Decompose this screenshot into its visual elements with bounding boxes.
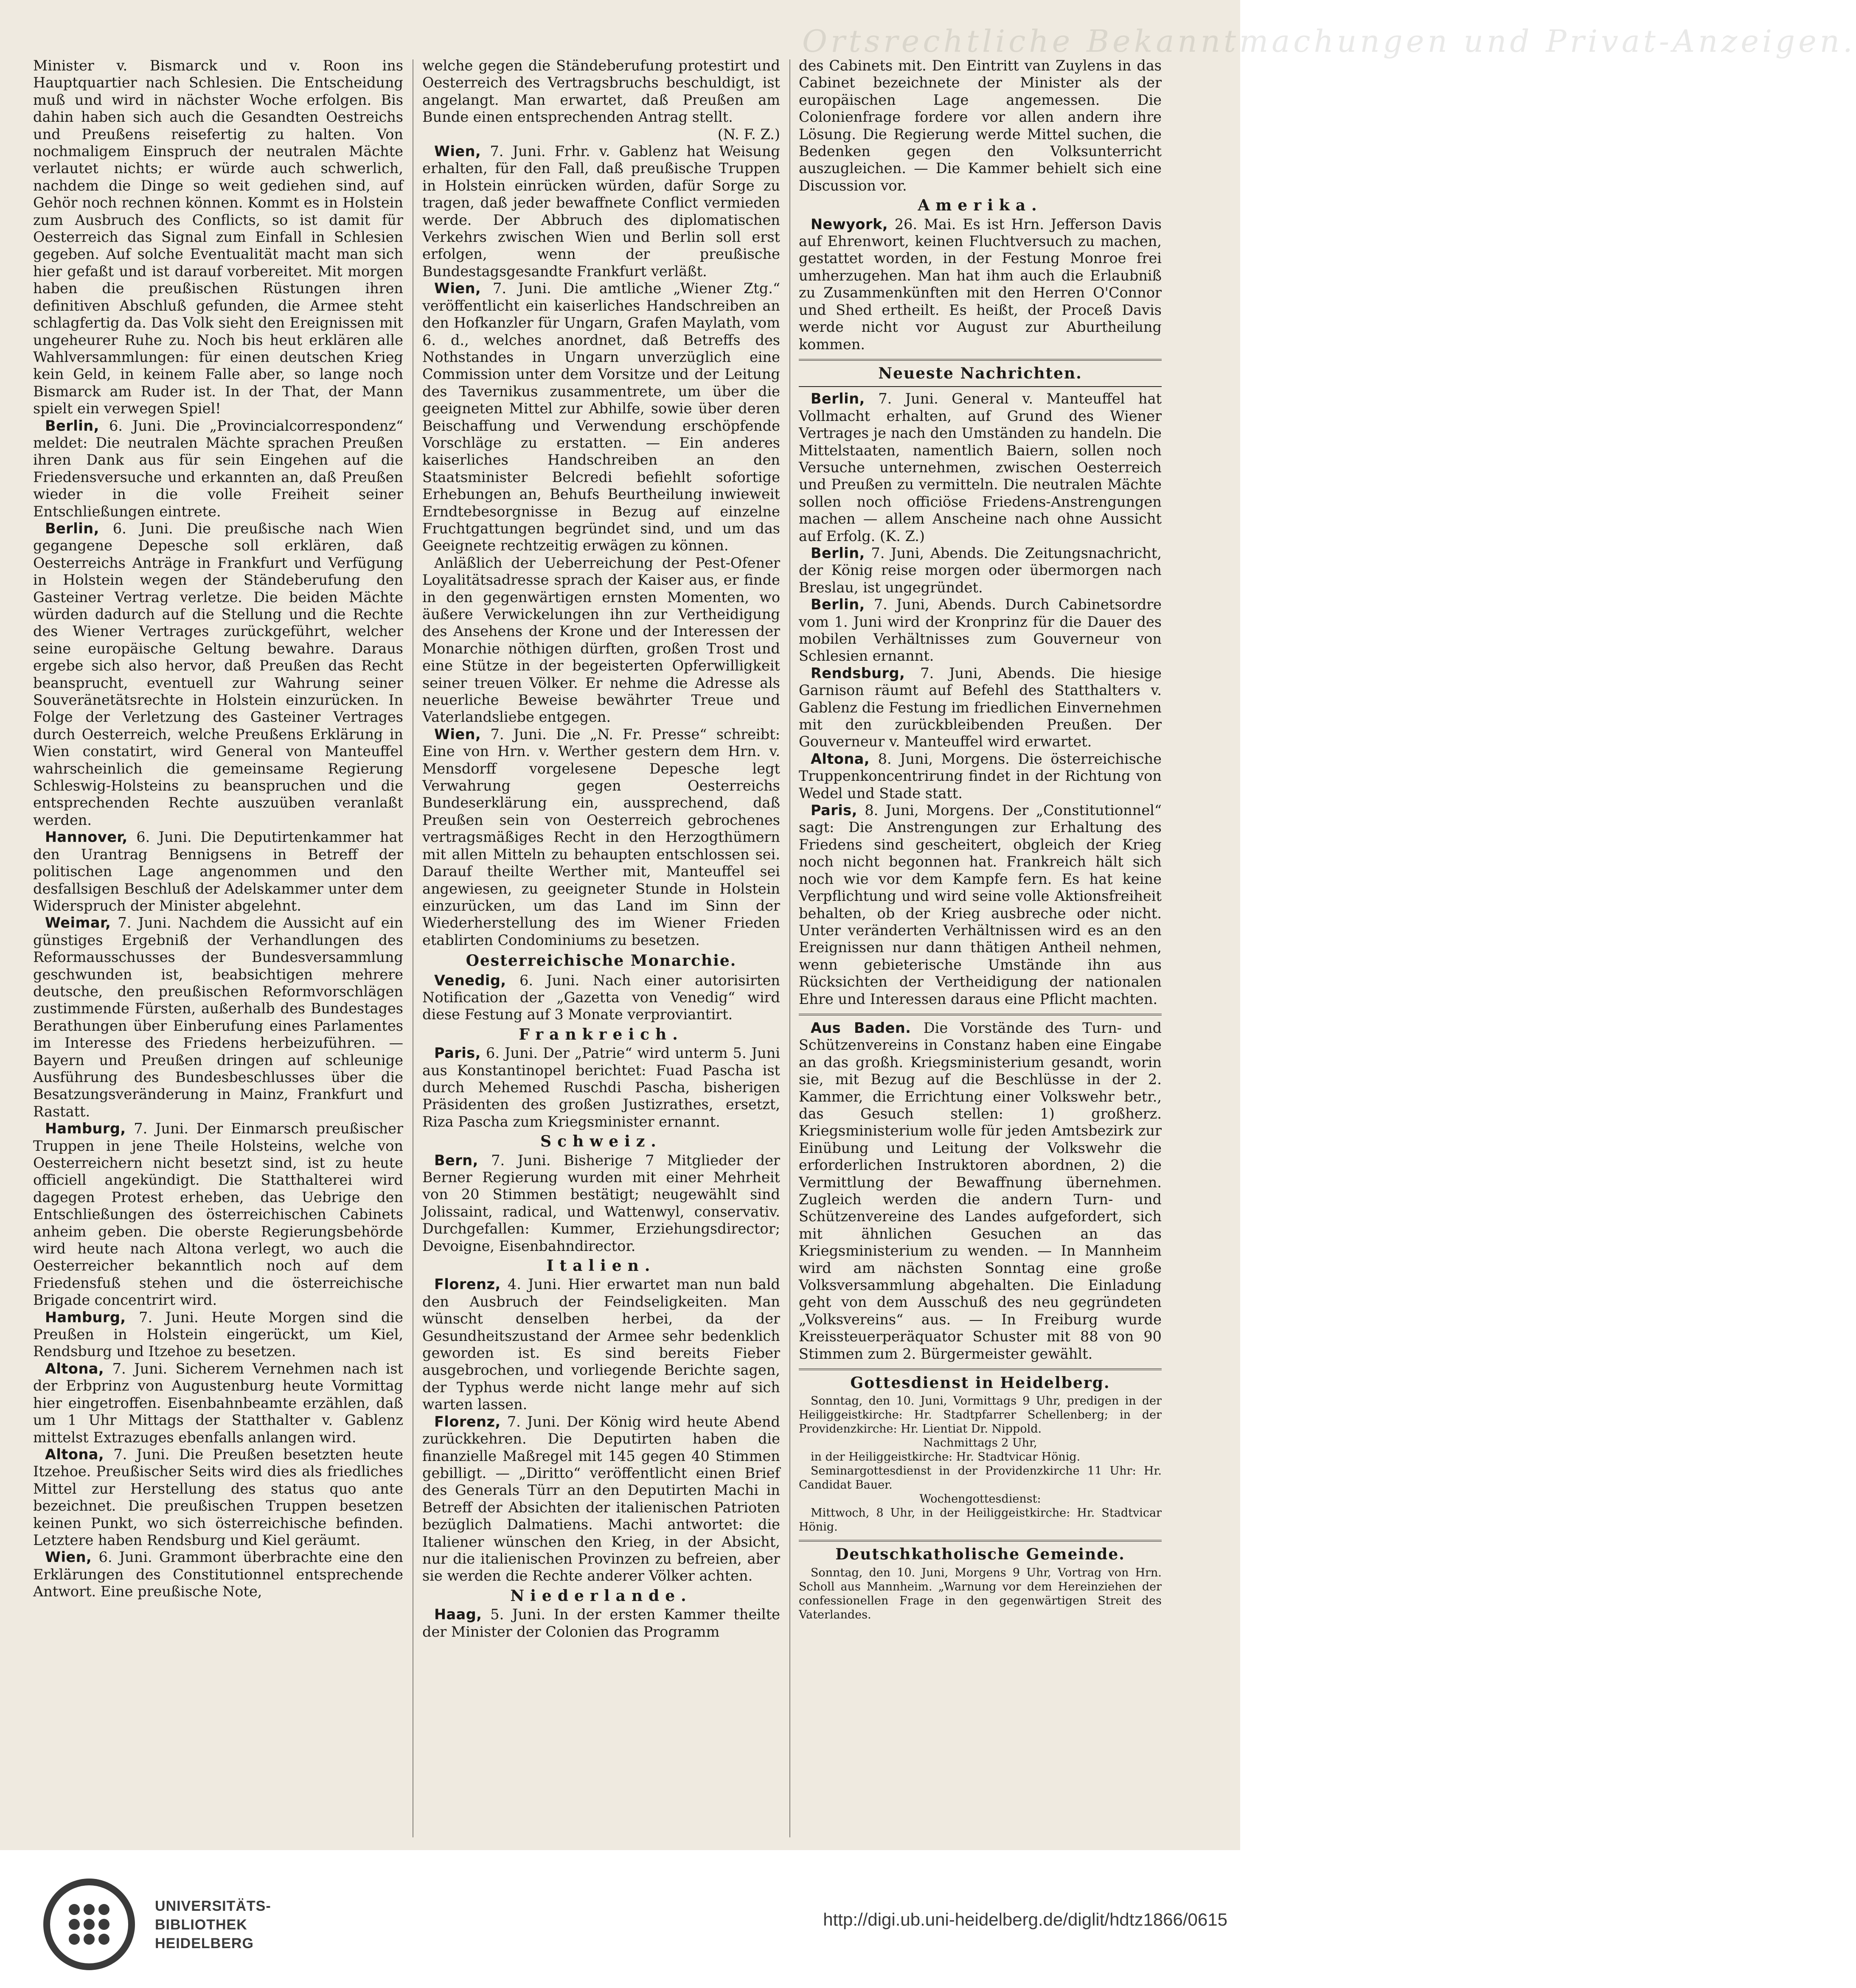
dk-notice [799,1566,1162,1622]
dispatch-altona-1 [33,1360,403,1446]
dispatch-text: 7. Juni, Abends. Die Zeitungsnachricht, der König reise morgen oder übermorgen nach Breslau, ist ungegründet. [799,544,1162,596]
article-paragraph: des Cabinets mit. Den Eintritt van Zuylens in das Cabinet bezeichnete der Minister als der europäischen Lage angemessen. Die Colonienfrage fordere vor allen andern ihre Lösung. Die Regierung werde Mittel suchen, die Bedenken gegen den Volksunterricht auszugleichen. — Die Kammer behielt sich eine Discussion vor. [799,57,1162,194]
service-text: Mittwoch, 8 Uhr, in der Heiliggeistkirche: Hr. Stadtvicar Hönig. [799,1506,1162,1534]
dispatch-berlin-1 [33,418,403,520]
article-paragraph: Minister v. Bismarck und v. Roon ins Hauptquartier nach Schlesien. Die Entscheidung muß und wird in nächster Woche erfolgen. Bis dahin haben sich auch die Gesandten Oestreichs und Preußens reisefertig zu halten. Von nochmaligem Einspruch der neutralen Mächte verlautet nichts; er würde auch schwerlich, nachdem die Dinge so weit gediehen sind, auf Gehör noch rechnen können. Kommt es in Holstein zum Ausbruch des Conflicts, so ist damit für Oesterreich das Signal zum Einfall in Schlesien gegeben. Auf solche Eventualität macht man sich hier gefaßt und ist darauf vorbereitet. Mit morgen haben die preußischen Rüstungen ihren definitiven Abschluß gefunden, die Armee steht schlagfertig da. Das Volk sieht den Ereignissen mit ungeheurer Ruhe zu. Noch bis heut erklären alle Wahlversammlungen: für einen deutschen Krieg kein Geld, in keinem Falle aber, so lange noch Bismarck am Ruder ist. In der That, der Mann spielt ein verwegen Spiel! [33,57,403,417]
dateline: Aus Baden. [811,1019,911,1036]
church-service-notice [799,1394,1162,1534]
dateline: Hannover, [45,829,128,846]
dispatch-venedig [422,972,780,1023]
dispatch-text: 7. Juni. Frhr. v. Gablenz hat Weisung erhalten, für den Fall, daß preußische Truppen in Holstein einrücken würden, dafür Sorge zu tragen, daß jeder bewaffnete Conflict vermieden werde. Der Abbruch des diplomatischen Verkehrs zwischen Wien und Berlin soll erst erfolgen, wenn der preußische Bundestagsgesandte Frankfurt verläßt. [422,143,780,280]
dispatch-text: 7. Juni. General v. Manteuffel hat Vollmacht erhalten, auf Grund des Wiener Vertrages je nach den Umständen zu handeln. Die Mittelstaaten, namentlich Baiern, sollen noch Versuche unternehmen, zwischen Oesterreich und Preußen zu vermitteln. Die neutralen Mächte sollen noch officiöse Friedens-Anstrengungen machen — allem Anscheine nach ohne Aussicht auf Erfolg. [799,390,1162,544]
dateline: Altona, [45,1360,104,1377]
dateline: Bern, [434,1152,478,1169]
dispatch-text: 7. Juni. Die amtliche „Wiener Ztg.“ veröffentlicht ein kaiserliches Handschreiben an den Hofkanzler für Ungarn, Grafen Maylath, vom 6. d., welches anordnet, daß Betreffs des Nothstandes in Ungarn unverzüglich eine Commission unter dem Vorsitze und der Leitung des Tavernikus zusammentrete, um über die geeigneten Mittel zur Abhilfe, sowie über deren Beischaffung und Verwendung erschöpfende Vorschläge zu erstatten. — Ein anderes kaiserliches Handschreiben an den Staatsminister Belcredi befiehlt sofortige Erhebungen an, Behufs Beurtheilung inwieweit Erndtebesorgnisse in Bezug auf einzelne Fruchtgattungen begründet sind, und um das Geeignete rechtzeitig erwägen zu können. [422,280,780,554]
heading-gottesdienst: Gottesdienst in Heidelberg. [850,1374,1110,1392]
section-heading-neueste-nachrichten: Neueste Nachrichten. [878,364,1082,382]
library-name [155,1897,271,1953]
bleed-through-heading: Ortsrechtliche Bekanntmachungen und Privat-Anzeigen. [802,23,1856,59]
dispatch-text: 7. Juni. Die „N. Fr. Presse“ schreibt: Eine von Hrn. v. Werther gestern dem Hrn. v. Mensdorff vorgelesene Depesche legt Verwahrung gegen Oesterreichs Bundeserklärung ein, aussprechend, daß Preußen sein von Oesterreich gebrochenes vertragsmäßiges Recht in den Herzogthümern mit allen Mitteln zu behaupten entschlossen sei. Darauf theilte Werther mit, Manteuffel sei angewiesen, zu geeigneter Stunde in Holstein einzurücken, um das Land im Sinn der Wiederherstellung des im Wiener Frieden etablirten Condominiums zu besetzen. [422,726,780,948]
dispatch-text: 6. Juni. Die preußische nach Wien gegangene Depesche soll erklären, daß Oesterreichs Anträge in Frankfurt und Verfügung in Holstein wegen der Ständeberufung den Gasteiner Vertrag verletze. Die beiden Mächte würden dadurch auf die Stellung und die Rechte des Wiener Vertrages zurückgeführt, welcher seine europäische Geltung bewahre. Daraus ergebe sich also hervor, daß Preußen das Recht beansprucht, eventuell zur Wahrung seiner Souveränetätsrechte in Holstein einzurücken. In Folge der Verletzung des Gasteiner Vertrages durch Oesterreich, welche Preußens Erklärung in Wien constatirt, wird General von Manteuffel wahrscheinlich die gemeinsame Regierung Schleswig-Holsteins zu beanspruchen und die entsprechenden Rechte auszuüben veranlaßt werden. [33,520,403,828]
section-heading-oesterreich: Oesterreichische Monarchie. [466,952,737,970]
dispatch-berlin-3 [799,596,1162,665]
dispatch-text: 6. Juni. Die Deputirtenkammer hat den Urantrag Bennigsens in Betreff der politischen Lage angenommen und den desfallsigen Beschluß der Adelskammer unter dem Widerspruch der Minister abgelehnt. [33,829,403,914]
dateline: Hamburg, [45,1120,126,1137]
dateline: Weimar, [45,914,111,931]
dateline: Berlin, [45,417,99,434]
section-divider [799,1540,1162,1542]
article-paragraph: Anläßlich der Ueberreichung der Pest-Ofener Loyalitätsadresse sprach der Kaiser aus, er finde in den gegenwärtigen ernsten Momenten, wo äußere Verwickelungen ihn zur Vertheidigung des Ansehens der Krone und der Interessen der Monarchie nöthigen dürften, großen Trost und eine Stütze in der begeisterten Opferwilligkeit seiner treuen Völker. Er nehme die Adresse als neuerliche Beweise bewährter Treue und Vaterlandsliebe entgegen. [422,554,780,726]
dateline: Berlin, [811,596,865,613]
source-signature: (N. F. Z.) [717,126,780,143]
dateline: Wien, [434,143,481,160]
service-text: Wochengottesdienst: [919,1492,1041,1506]
dateline: Berlin, [45,520,99,537]
dispatch-paris [422,1045,780,1130]
dispatch-altona [799,751,1162,802]
dateline: Florenz, [434,1413,501,1430]
dispatch-weimar [33,914,403,1120]
service-text: Sonntag, den 10. Juni, Vormittags 9 Uhr, predigen in der Heiliggeistkirche: Hr. Stadtpfarrer Schellenberg; in der Providenzkirche: Hr. Lientiat Dr. Nippold. [799,1394,1162,1436]
dateline: Newyork, [811,216,888,233]
section-heading-schweiz: Schweiz. [540,1133,662,1151]
library-name-line: BIBLIOTHEK [155,1917,247,1933]
dispatch-text: 4. Juni. Hier erwartet man nun bald den Ausbruch der Feindseligkeiten. Man wünscht denselben herbei, da der Gesundheitszustand der Armee sehr bedenklich geworden ist. Es sind bereits Fieber ausgebrochen, und vorliegende Berichte sagen, der Typhus werde nicht lange mehr auf sich warten lassen. [422,1276,780,1413]
dispatch-text: 6. Juni. Nach einer autorisirten Notification der „Gazetta von Venedig“ wird diese Festung auf 3 Monate verproviantirt. [422,972,780,1023]
section-heading-italien: Italien. [546,1257,656,1275]
dispatch-berlin-2 [799,545,1162,596]
section-heading-niederlande: Niederlande. [510,1587,692,1605]
dispatch-text: 8. Juni, Morgens. Die österreichische Truppenkoncentrirung findet in der Richtung von Wedel und Stade statt. [799,750,1162,802]
dispatch-hannover [33,829,403,914]
section-divider [799,1368,1162,1370]
dateline: Venedig, [434,972,506,989]
dateline: Paris, [811,802,857,819]
section-heading-amerika: Amerika. [918,196,1043,215]
dispatch-wien [33,1549,403,1600]
source-signature: (K. Z.) [880,527,925,544]
dispatch-berlin-1 [799,390,1162,545]
dispatch-florenz-2 [422,1413,780,1585]
dateline: Paris, [434,1045,481,1062]
section-divider [799,1014,1162,1015]
dateline: Wien, [434,280,481,297]
library-name-line: HEIDELBERG [155,1935,254,1952]
dateline: Haag, [434,1606,482,1623]
dispatch-florenz-1 [422,1276,780,1413]
column-rule-2 [789,59,790,1837]
dispatch-wien-2 [422,280,780,555]
dispatch-hamburg-1 [33,1120,403,1309]
dispatch-text: 7. Juni. Der Einmarsch preußischer Truppen in jene Theile Holsteins, welche von Oesterreichern nicht besetzt sind, ist zu heute officiell angekündigt. Die Statthalterei wird dagegen Protest erheben, das Uebrige den Entschließungen des österreichischen Cabinets anheim geben. Die oberste Regierungsbehörde wird heute nach Altona verlegt, wo auch die Oesterreicher bekanntlich noch auf dem Friedensfuß stehen und die österreichische Brigade concentrirt wird. [33,1120,403,1309]
dateline: Altona, [811,750,870,767]
dateline: Altona, [45,1446,104,1463]
dispatch-text: Die Vorstände des Turn- und Schützenvereins in Constanz haben eine Eingabe an das großh. Kriegsministerium gesandt, worin sie, mit Bezug auf die Beschlüsse in der 2. Kammer, die Errichtung einer Volkswehr betr., das Gesuch stellen: 1) großherz. Kriegsministerium wolle für jeden Amtsbezirk zur Einübung und Leitung der Volkswehr die erforderlichen Instruktoren abordnen, 2) die Vermittlung der Bewaffnung übernehmen. Zugleich werden die andern Turn- und Schützenvereine des Landes aufgefordert, sich mit ähnlichen Gesuchen an das Kriegsministerium zu wenden. — In Mannheim wird am nächsten Sonntag eine große Volksversammlung abgehalten. Die Einladung geht von dem Ausschuß des neu gegründeten „Volksvereins“ aus. — In Freiburg wurde Kreissteuerperäquator Schuster mit 88 von 90 Stimmen zum 2. Bürgermeister gewählt. [799,1019,1162,1362]
dispatch-wien-3 [422,726,780,949]
dispatch-text: 5. Juni. In der ersten Kammer theilte der Minister der Colonien das Programm [422,1606,780,1640]
article-paragraph: welche gegen die Ständeberufung protestirt und Oesterreich des Vertragsbruchs beschuldigt, ist angelangt. Man erwartet, daß Preußen am Bunde einen entsprechenden Antrag stellt. [422,57,780,126]
dateline: Wien, [434,726,481,743]
dispatch-text: 26. Mai. Es ist Hrn. Jefferson Davis auf Ehrenwort, keinen Fluchtversuch zu machen, gestattet worden, in der Festung Monroe frei umherzugehen. Man hat ihm auch die Erlaubniß zu Zusammenkünften mit den Herren O'Connor und Shed ertheilt. Es heißt, der Proceß Davis werde nicht vor August zur Aburtheilung kommen. [799,216,1162,353]
dateline: Wien, [45,1549,92,1566]
library-name-line: UNIVERSITÄTS- [155,1898,271,1914]
dispatch-text: 8. Juni, Morgens. Der „Constitutionnel“ sagt: Die Anstrengungen zur Erhaltung des Friedens sind gescheitert, obgleich der Krieg noch nicht begonnen hat. Frankreich hält sich noch wie vor dem Kampfe fern. Es hat keine Verpflichtung und wird seine volle Aktionsfreiheit behalten, ob der Krieg ausbreche oder nicht. Unter veränderten Verhältnissen wird es an den Ereignissen nur dann thätigen Antheil nehmen, wenn gebieterische Umstände ihn aus Rücksichten der Vertheidigung der nationalen Ehre und Interessen daraus eine Pflicht machten. [799,802,1162,1007]
dispatch-text: 6. Juni. Die „Provincialcorrespondenz“ meldet: Die neutralen Mächte sprachen Preußen ihren Dank aus für sein Eingehen auf die Friedensversuche und erkannten an, daß Preußen wieder in die volle Freiheit seiner Entschließungen eintrete. [33,417,403,520]
dispatch-text: 7. Juni. Nachdem die Aussicht auf ein günstiges Ergebniß der Verhandlungen des Reformausschusses der Bundesversammlung geschwunden ist, beabsichtigen mehrere deutsche, den preußischen Reformvorschlägen zustimmende Fürsten, außerhalb des Bundestages Berathungen über Einberufung eines Parlamentes im Interesse des Friedens herbeizuführen. — Bayern und Preußen dringen auf schleunige Ausführung des Bundesbeschlusses über die Besatzungsveränderung in Mainz, Frankfurt und Rastatt. [33,914,403,1120]
dispatch-text: 7. Juni. Heute Morgen sind die Preußen in Holstein eingerückt, um Kiel, Rendsburg und Itzehoe zu besetzen. [33,1309,403,1360]
dispatch-text: 6. Juni. Grammont überbrachte eine den Erklärungen des Constitutionnel entsprechende Antwort. Eine preußische Note, [33,1549,403,1600]
dispatch-text: 7. Juni. Sicherem Vernehmen nach ist der Erbprinz von Augustenburg heute Vormittag hier eingetroffen. Eisenbahnbeamte erzählen, daß um 1 Uhr Mittags der Statthalter v. Gablenz mittelst Extrazuges ebenfalls anlangen wird. [33,1360,403,1446]
section-divider [799,359,1162,361]
section-divider [799,386,1162,387]
university-library-logo-icon [40,1876,138,1973]
column-2 [422,57,780,1831]
section-heading-frankreich: Frankreich. [519,1025,684,1043]
dispatch-text: 7. Juni, Abends. Die hiesige Garnison räumt auf Befehl des Statthalters v. Gablenz die Festung im friedlichen Einvernehmen mit den zurückbleibenden Preußen. Der Gouverneur v. Manteuffel wird erwartet. [799,665,1162,750]
service-text: Sonntag, den 10. Juni, Morgens 9 Uhr, Vortrag von Hrn. Scholl aus Mannheim. „Warnung vor dem Hereinziehen der confessionellen Frage in den gegenwärtigen Streit des Vaterlandes. [799,1566,1162,1621]
service-text: Seminargottesdienst in der Providenzkirche 11 Uhr: Hr. Candidat Bauer. [799,1464,1162,1492]
dispatch-text: 7. Juni, Abends. Durch Cabinetsordre vom 1. Juni wird der Kronprinz für die Dauer des mobilen Verhältnisses zum Gouverneur von Schlesien ernannt. [799,596,1162,665]
column-1 [33,57,403,1831]
service-text: Nachmittags 2 Uhr, [923,1436,1037,1450]
dispatch-text: 7. Juni. Bisherige 7 Mitglieder der Berner Regierung wurden mit einer Mehrheit von 20 Stimmen bestätigt; neugewählt sind Jolissaint, radical, und Wattenwyl, conservativ. Durchgefallen: Kummer, Erziehungsdirector; Devoigne, Eisenbahndirector. [422,1152,780,1254]
dateline: Florenz, [434,1276,501,1293]
heading-deutschkatholische-gemeinde: Deutschkatholische Gemeinde. [835,1545,1125,1564]
dispatch-altona-2 [33,1446,403,1549]
dispatch-hamburg-2 [33,1309,403,1360]
dispatch-wien-1 [422,143,780,280]
dateline: Berlin, [811,390,865,407]
dispatch-rendsburg [799,665,1162,751]
dispatch-text: 7. Juni. Die Preußen besetzten heute Itzehoe. Preußischer Seits wird dies als friedliches Mittel zur Herstellung des status quo ante bezeichnet. Die preußischen Truppen besetzen keinen Punkt, wo sich österreichische befinden. Letztere haben Rendsburg und Kiel geräumt. [33,1446,403,1548]
dispatch-baden [799,1020,1162,1363]
source-url-link[interactable]: http://digi.ub.uni-heidelberg.de/diglit/hdtz1866/0615 [823,1909,1227,1929]
dispatch-newyork [799,216,1162,353]
dispatch-haag [422,1606,780,1640]
dateline: Hamburg, [45,1309,126,1326]
column-3 [799,57,1162,1831]
dispatch-paris [799,802,1162,1008]
dispatch-text: 7. Juni. Der König wird heute Abend zurückkehren. Die Deputirten haben die finanzielle Maßregel mit 145 gegen 40 Stimmen gebilligt. — „Diritto“ veröffentlicht einen Brief des Generals Türr an den Deputirten Machi in Betreff der Absichten der italienischen Patrioten bezüglich Dalmatiens. Machi antwortet: die Italiener wünschen den Krieg, in der Absicht, nur die italienischen Provinzen zu befreien, aber sie werden die Rechte anderer Völker achten. [422,1413,780,1584]
service-text: in der Heiliggeistkirche: Hr. Stadtvicar Hönig. [811,1450,1081,1464]
dateline: Berlin, [811,544,865,561]
dispatch-bern [422,1152,780,1255]
dispatch-text: 6. Juni. Der „Patrie“ wird unterm 5. Juni aus Konstantinopel berichtet: Fuad Pascha ist durch Mehemed Ruschdi Pascha, bisherigen Präsidenten des großen Justizrathes, ersetzt, Riza Pascha zum Kriegsminister ernannt. [422,1045,780,1130]
footer-bar [0,1850,1240,1988]
dispatch-berlin-2 [33,520,403,829]
dateline: Rendsburg, [811,665,905,681]
